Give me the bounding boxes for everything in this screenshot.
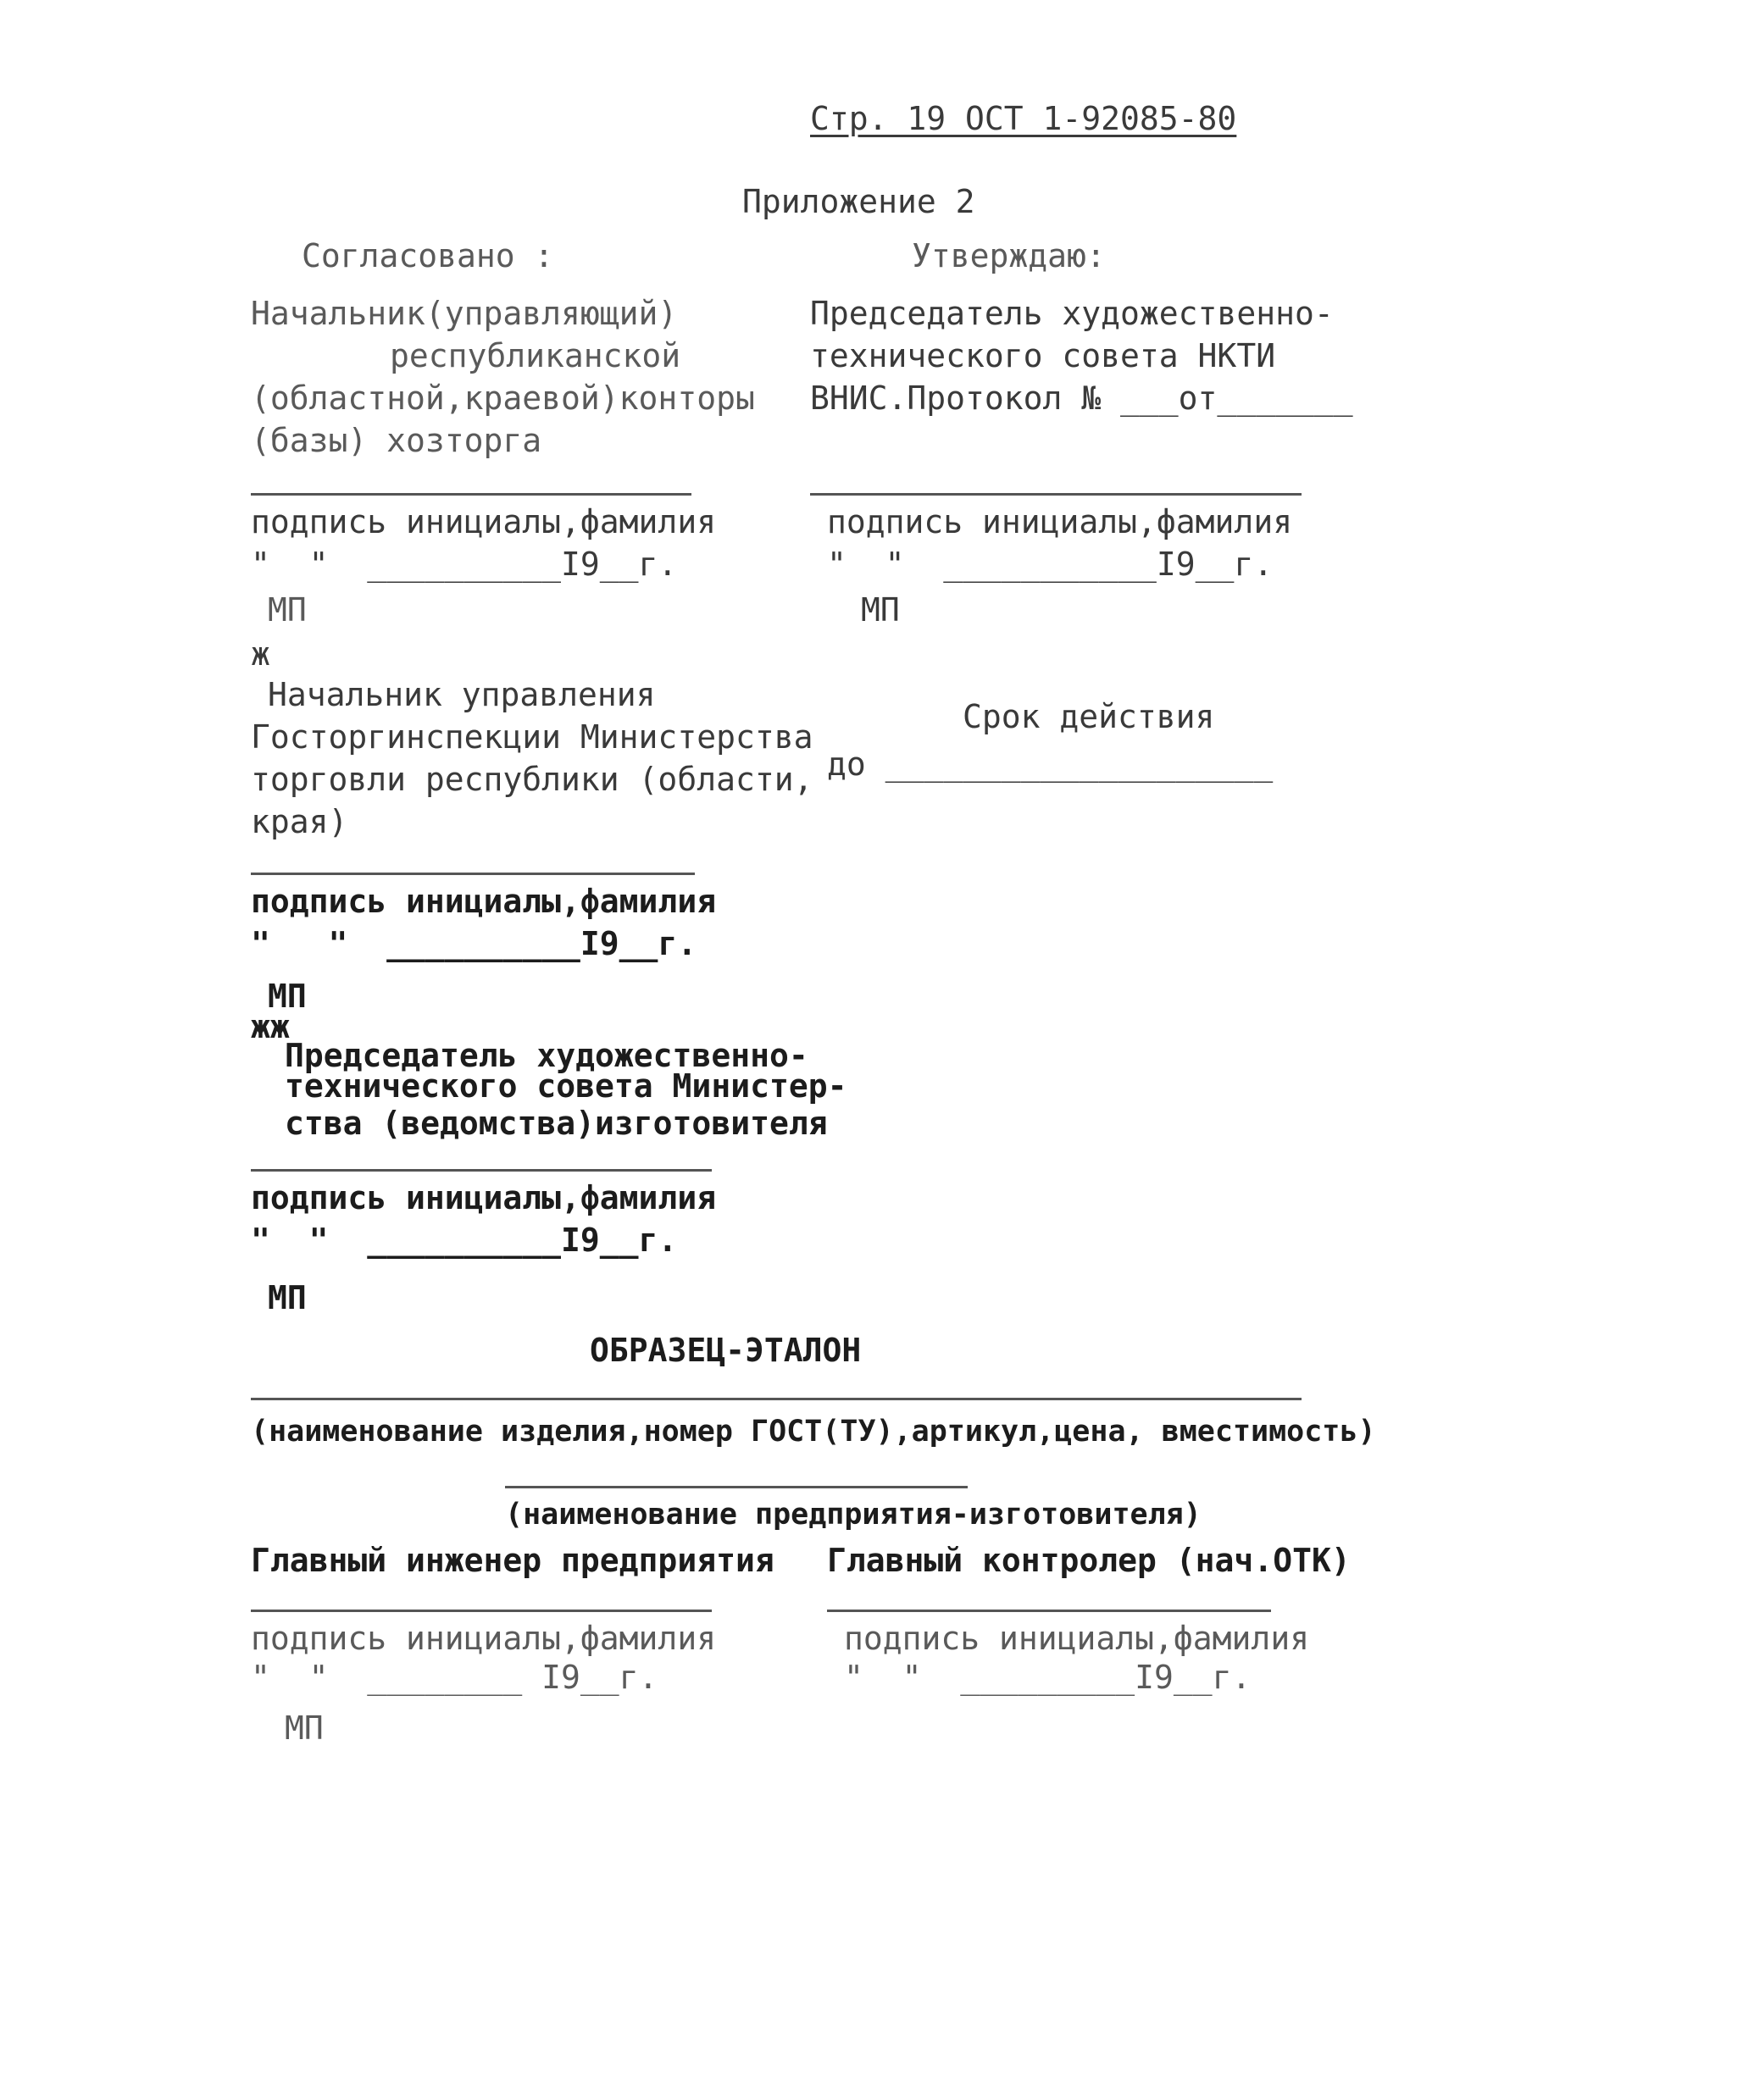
chief-engineer-signature-caption: подпись инициалы,фамилия: [251, 1620, 717, 1657]
council-stamp: МП: [268, 1279, 307, 1316]
agreed-date-line: " " __________I9__г.: [251, 546, 678, 583]
chief-controller-date-line: " " _________I9__г.: [844, 1659, 1252, 1696]
council-signature-caption: подпись инициалы,фамилия: [251, 1179, 717, 1216]
approve-line-3: ВНИС.Протокол № ___от_______: [810, 380, 1353, 417]
inspection-mark: ж: [251, 635, 270, 673]
council-line-1: Председатель художественно-: [285, 1037, 808, 1074]
approve-line-1: Председатель художественно-: [810, 295, 1334, 332]
chief-engineer-signature-line: [251, 1610, 712, 1612]
council-line-2: технического совета Министер-: [285, 1067, 847, 1105]
validity-until-line: до ____________________: [827, 745, 1274, 783]
sample-title: ОБРАЗЕЦ-ЭТАЛОН: [590, 1332, 862, 1369]
approve-line-2: технического совета НКТИ: [810, 337, 1276, 374]
validity-title: Срок действия: [963, 698, 1215, 735]
approve-signature-line: [810, 493, 1302, 496]
inspection-line-1: Начальник управления: [268, 676, 656, 713]
appendix-title: Приложение 2: [742, 183, 975, 220]
chief-engineer-stamp: МП: [285, 1709, 324, 1747]
agreed-signature-caption: подпись инициалы,фамилия: [251, 503, 717, 540]
enterprise-caption: (наименование предприятия-изготовителя): [505, 1498, 1202, 1532]
chief-engineer-title: Главный инженер предприятия: [251, 1542, 774, 1579]
chief-controller-signature-caption: подпись инициалы,фамилия: [844, 1620, 1310, 1657]
inspection-date-line: " " __________I9__г.: [251, 925, 697, 962]
product-line: [251, 1398, 1302, 1400]
council-signature-line: [251, 1169, 712, 1172]
chief-controller-title: Главный контролер (нач.ОТК): [827, 1542, 1351, 1579]
inspection-signature-line: [251, 873, 695, 875]
product-caption: (наименование изделия,номер ГОСТ(ТУ),артикул,цена, вместимость): [251, 1415, 1376, 1449]
page-reference: Стр. 19 ОСТ 1-92085-80: [810, 100, 1237, 137]
agreed-line-3: (областной,краевой)конторы: [251, 380, 755, 417]
inspection-line-3: торговли республики (области,: [251, 761, 813, 798]
chief-controller-signature-line: [827, 1610, 1271, 1612]
agreed-signature-line: [251, 493, 691, 496]
agreed-line-2: республиканской: [390, 337, 681, 374]
council-line-3: ства (ведомства)изготовителя: [285, 1105, 828, 1142]
enterprise-line: [505, 1486, 968, 1488]
approve-signature-caption: подпись инициалы,фамилия: [827, 503, 1293, 540]
approve-label: Утверждаю:: [912, 237, 1106, 274]
agreed-line-1: Начальник(управляющий): [251, 295, 678, 332]
chief-engineer-date-line: " " ________ I9__г.: [251, 1659, 658, 1696]
council-date-line: " " __________I9__г.: [251, 1222, 678, 1259]
agreed-line-4: (базы) хозторга: [251, 422, 542, 459]
council-mark: жж: [251, 1008, 290, 1045]
approve-date-line: " " ___________I9__г.: [827, 546, 1274, 583]
agreed-label: Согласовано :: [302, 237, 554, 274]
inspection-line-2: Госторгинспекции Министерства: [251, 718, 813, 756]
inspection-signature-caption: подпись инициалы,фамилия: [251, 883, 717, 920]
inspection-line-4: края): [251, 803, 348, 840]
approve-stamp: МП: [861, 591, 900, 629]
agreed-stamp: МП: [268, 591, 307, 629]
inspection-stamp: МП: [268, 978, 307, 1015]
